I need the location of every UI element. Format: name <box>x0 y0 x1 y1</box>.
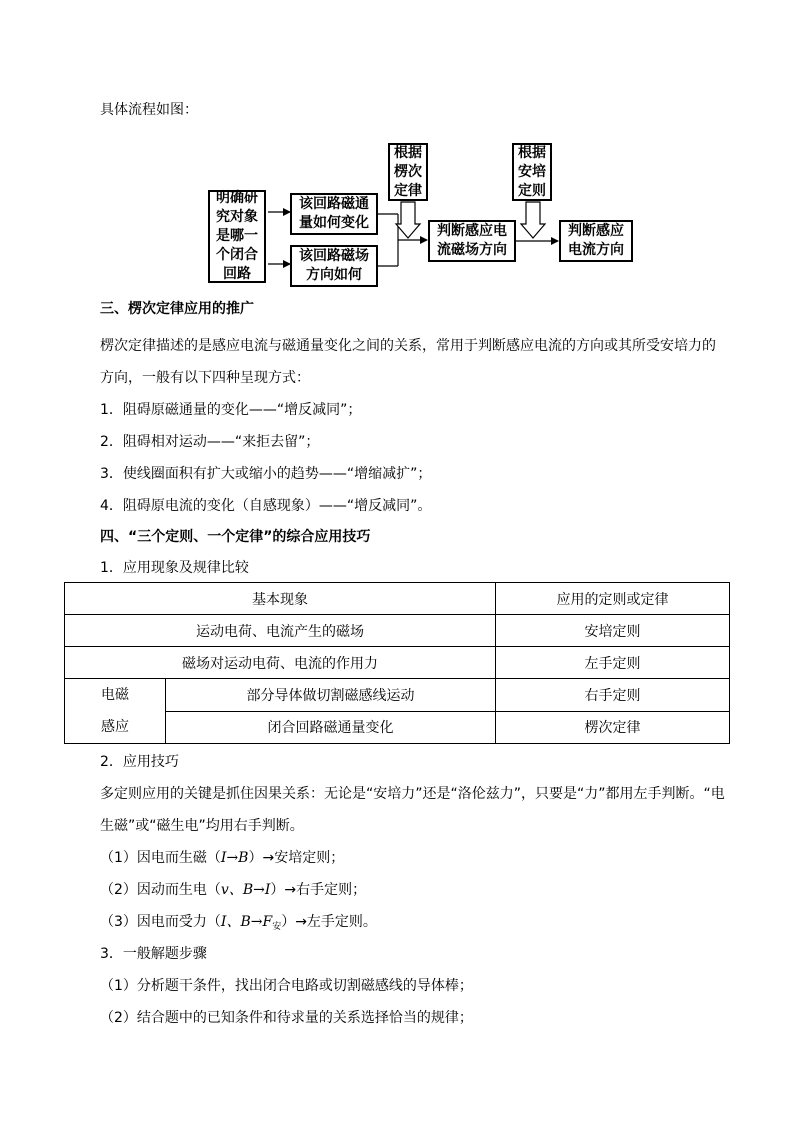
hollow-arrow-ampere <box>521 202 545 238</box>
flow-text: 楞次 <box>394 163 422 180</box>
cell-phenomenon: 运动电荷、电流产生的磁场 <box>65 615 496 647</box>
rule-suffix: ）→左手定则。 <box>281 914 377 930</box>
rule-prefix: （3）因电而受力（ <box>100 914 221 930</box>
flow-text: 判断感应电 <box>437 223 507 239</box>
rule-prefix: （2）因动而生电（ <box>100 882 221 898</box>
rule-item <box>100 911 377 938</box>
rule-prefix: （1）因电而生磁（ <box>100 850 221 866</box>
flow-intro-text: 具体流程如图： <box>100 102 198 118</box>
list-item: 3．使线圈面积有扩大或缩小的趋势——“增缩减扩”； <box>100 466 432 482</box>
rule-math: I→B <box>220 850 249 866</box>
list-item: 2．阻碍相对运动——“来拒去留”； <box>100 434 320 450</box>
cell-rule: 楞次定律 <box>496 711 730 744</box>
comparison-table <box>64 582 730 744</box>
rule-suffix: ）→安培定则； <box>248 850 345 866</box>
rule-math: I、B→F <box>220 914 273 930</box>
flow-text: 安培 <box>518 163 546 180</box>
section-4-heading: 四、“三个定则、一个定律”的综合应用技巧 <box>100 529 371 545</box>
rule-math: v、B→I <box>220 882 271 898</box>
flow-text: 该回路磁场 <box>299 248 369 264</box>
flow-text: 是哪一 <box>216 228 258 244</box>
header-rule: 应用的定则或定律 <box>496 583 730 615</box>
flow-text: 根据 <box>518 144 546 161</box>
section-3-paragraph-line2: 方向，一般有以下四种呈现方式： <box>100 370 310 386</box>
flow-text: 究对象 <box>216 209 258 225</box>
flow-text: 方向如何 <box>306 267 362 283</box>
tips-paragraph-line2: 生磁”或“磁生电”均用右手判断。 <box>100 818 304 834</box>
tips-paragraph-line1: 多定则应用的关键是抓住因果关系：无论是“安培力”还是“洛伦兹力”，只要是“力”都用左手判断。“电 <box>100 786 725 802</box>
flow-text: 定律 <box>394 182 422 199</box>
flow-text: 流磁场方向 <box>437 242 507 258</box>
cell-phenomenon: 闭合回路磁通量变化 <box>166 711 496 744</box>
rule-item <box>100 847 344 869</box>
header-phenomenon: 基本现象 <box>65 583 496 615</box>
group-label-line2: 感应 <box>101 719 129 735</box>
table-header-row <box>65 583 730 615</box>
list-item: 4．阻碍原电流的变化（自感现象）——“增反减同”。 <box>100 498 432 514</box>
flow-text: 明确研 <box>216 190 258 206</box>
section-3-heading: 三、楞次定律应用的推广 <box>100 301 254 317</box>
flow-text: 电流方向 <box>568 242 624 258</box>
subheading-tips: 2．应用技巧 <box>100 754 179 770</box>
table-row <box>65 615 730 647</box>
cell-rule: 右手定则 <box>496 679 730 712</box>
cell-phenomenon: 磁场对运动电荷、电流的作用力 <box>65 647 496 679</box>
subheading-steps: 3．一般解题步骤 <box>100 946 207 962</box>
table-row <box>65 679 730 712</box>
group-label-line1: 电磁 <box>101 687 129 703</box>
cell-rule: 左手定则 <box>496 647 730 679</box>
table-row <box>65 647 730 679</box>
flow-text: 定则 <box>518 182 546 199</box>
flow-text: 个闭合 <box>216 247 258 263</box>
flow-text: 该回路磁通 <box>299 196 369 212</box>
cell-rule: 安培定则 <box>496 615 730 647</box>
hollow-arrow-lenz <box>396 202 420 238</box>
cell-group-em-induction <box>65 679 166 744</box>
flow-text: 根据 <box>394 144 422 161</box>
subheading-comparison: 1．应用现象及规律比较 <box>100 560 249 576</box>
list-item: 1．阻碍原磁通量的变化——“增反减同”； <box>100 402 362 418</box>
section-3-paragraph-line1: 楞次定律描述的是感应电流与磁通量变化之间的关系，常用于判断感应电流的方向或其所受安培力的 <box>100 338 716 354</box>
step-item: （1）分析题干条件，找出闭合电路或切割磁感线的导体棒； <box>100 978 473 994</box>
flow-text: 判断感应 <box>568 223 624 239</box>
rule-math-subscript: 安 <box>272 922 282 932</box>
flow-text: 回路 <box>223 266 251 282</box>
rule-item <box>100 879 366 901</box>
flow-text: 量如何变化 <box>299 215 369 231</box>
rule-suffix: ）→右手定则； <box>270 882 367 898</box>
step-item: （2）结合题中的已知条件和待求量的关系选择恰当的规律； <box>100 1010 473 1026</box>
cell-phenomenon: 部分导体做切割磁感线运动 <box>166 679 496 712</box>
